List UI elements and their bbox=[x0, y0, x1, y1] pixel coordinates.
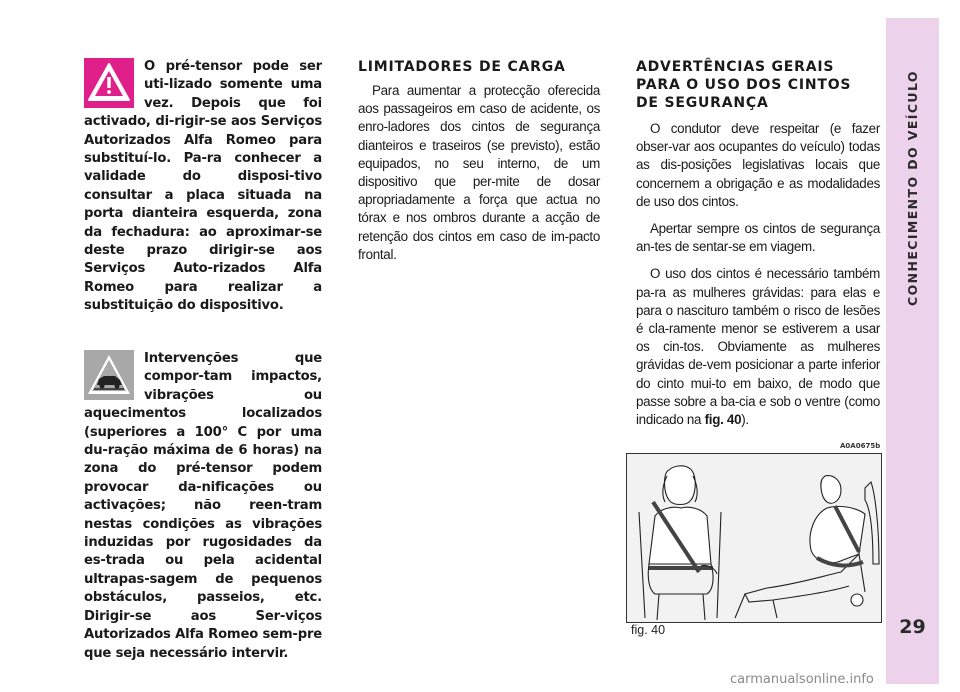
general-warnings-p3-a: O uso dos cintos é necessário também pa-ra as mulheres grávidas: para elas e para o nascituro também o risco de lesões é cla-ramente menor se estiverem a usar os cin-tos. Obviamente as mulheres grávidas de-vem posicionar a parte inferior do cinto mui-to em baixo, de modo que passe sobre a ba-cia e sob o ventre (como indicado na bbox=[636, 266, 880, 428]
chapter-sidebar bbox=[886, 18, 939, 684]
general-warnings-section bbox=[636, 58, 880, 438]
general-warnings-p3-b: ). bbox=[741, 412, 749, 428]
figure-caption: fig. 40 bbox=[631, 623, 666, 637]
general-warnings-heading-line1: ADVERTÊNCIAS GERAIS bbox=[636, 59, 835, 75]
warning-interventions bbox=[84, 350, 322, 663]
seatbelt-illustration bbox=[627, 454, 881, 622]
warning-pretensor-text: O pré-tensor pode ser uti-lizado somente uma vez. Depois que foi activado, di-rigir-se aos Serviços Autorizados Alfa Romeo para substituí-lo. Pa-ra conhecer a validade do disposi-tivo consultar a placa situada na porta dianteira esquerda, zona da fechadura: ao aproximar-se deste prazo dirigir-se aos Serviços Auto-rizados Alfa Romeo para realizar a substituição do dispositivo. bbox=[84, 59, 322, 314]
general-warnings-heading bbox=[636, 58, 880, 112]
car-service-warning-icon bbox=[84, 350, 134, 400]
watermark: carmanualsonline.info bbox=[730, 672, 874, 687]
warning-triangle-icon bbox=[84, 58, 134, 108]
page-number: 29 bbox=[899, 616, 926, 638]
warning-pretensor bbox=[84, 58, 322, 316]
figure-reference: fig. 40 bbox=[704, 412, 742, 428]
chapter-title: CONHECIMENTO DO VEÍCULO bbox=[905, 70, 920, 306]
general-warnings-p2: Apertar sempre os cintos de segurança an-tes de sentar-se em viagem. bbox=[636, 221, 880, 255]
figure-code: A0A0675b bbox=[840, 442, 881, 450]
general-warnings-heading-line2: PARA O USO DOS CINTOS bbox=[636, 77, 852, 93]
general-warnings-p3 bbox=[636, 265, 880, 429]
load-limiters-section bbox=[358, 58, 600, 273]
general-warnings-p1: O condutor deve respeitar (e fazer obser-var aos ocupantes do veículo) todas as dis-posições legislativas locais que concernem a obrigação e as modalidades de uso dos cintos. bbox=[636, 121, 880, 209]
general-warnings-heading-line3: DE SEGURANÇA bbox=[636, 95, 769, 111]
warning-interventions-text: Intervenções que compor-tam impactos, vibrações ou aquecimentos localizados (superiores a 100° C por uma du-ração máxima de 6 horas) na zona do pré-tensor podem provocar da-nificações ou activações; não reen-tram nestas condições as vibrações induzidas por rugosidades da es-trada ou pela acidental ultrapas-sagem de pequenos obstáculos, passeios, etc. Dirigir-se aos Ser-viços Autorizados Alfa Romeo sem-pre que seja necessário intervir. bbox=[84, 351, 322, 661]
load-limiters-paragraph: Para aumentar a protecção oferecida aos passageiros em caso de acidente, os enro-ladores dos cintos de segurança dianteiros e traseiros (se previsto), estão equipados, no seu interno, de um dispositivo que per-mite de dosar apropriadamente a força que actua no tórax e nos ombros durante a acção de retenção dos cintos em caso de im-pacto frontal. bbox=[358, 83, 600, 262]
load-limiters-heading: LIMITADORES DE CARGA bbox=[358, 59, 566, 75]
figure-seatbelt-illustration bbox=[626, 453, 882, 623]
